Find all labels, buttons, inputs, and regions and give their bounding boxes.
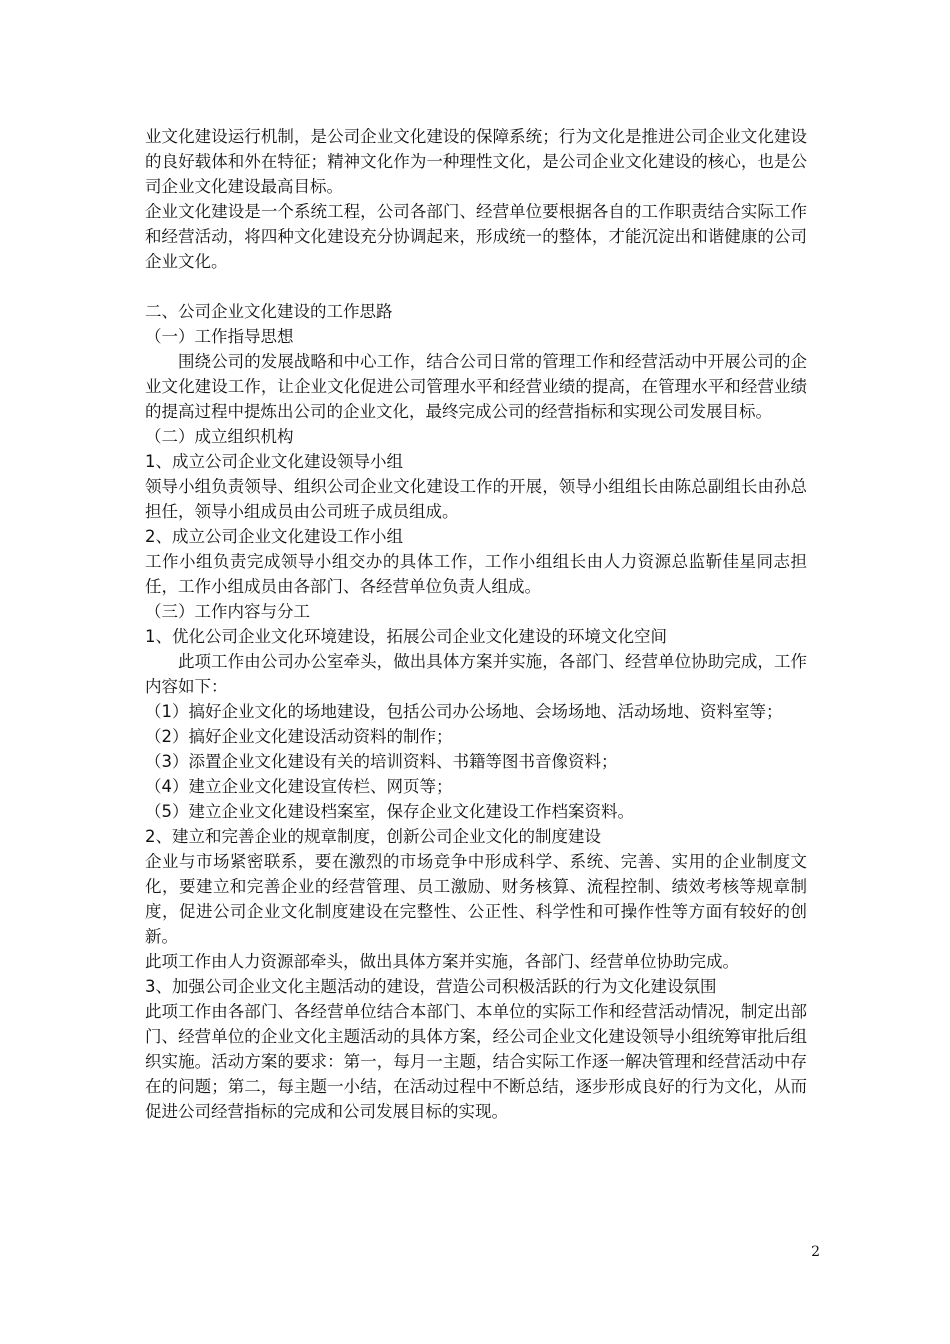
paragraph: 此项工作由各部门、各经营单位结合本部门、本单位的实际工作和经营活动情况，制定出部门、经营单位的企业文化主题活动的具体方案，经公司企业文化建设领导小组统筹审批后组织实施。活动方案的要求：第一，每月一主题，结合实际工作逐一解决管理和经营活动中存在的问题；第二，每主题一小结，在活动过程中不断总结，逐步形成良好的行为文化，从而促进公司经营指标的完成和公司发展目标的实现。: [145, 1002, 807, 1121]
paragraph: 企业文化建设是一个系统工程，公司各部门、经营单位要根据各自的工作职责结合实际工作和经营活动，将四种文化建设充分协调起来，形成统一的整体，才能沉淀出和谐健康的公司企业文化。: [145, 202, 807, 271]
paragraph: 工作小组负责完成领导小组交办的具体工作，工作小组组长由人力资源总监靳佳星同志担任，工作小组成员由各部门、各经营单位负责人组成。: [145, 552, 807, 596]
subsection-heading: （三）工作内容与分工: [145, 602, 310, 621]
paragraph: 企业与市场紧密联系，要在激烈的市场竞争中形成科学、系统、完善、实用的企业制度文化，要建立和完善企业的经营管理、员工激励、财务核算、流程控制、绩效考核等规章制度，促进公司企业文化制度建设在完整性、公正性、科学性和可操作性等方面有较好的创新。: [145, 852, 807, 946]
paragraph: 此项工作由公司办公室牵头，做出具体方案并实施，各部门、经营单位协助完成，工作内容如下：: [145, 652, 807, 696]
item-heading: 2、成立公司企业文化建设工作小组: [145, 527, 403, 546]
item-heading: 1、成立公司企业文化建设领导小组: [145, 452, 403, 471]
item-heading: 1、优化公司企业文化环境建设，拓展公司企业文化建设的环境文化空间: [145, 627, 667, 646]
list-item: （1）搞好企业文化的场地建设，包括公司办公场地、会场场地、活动场地、资料室等；: [145, 702, 783, 721]
list-item: （5）建立企业文化建设档案室，保存企业文化建设工作档案资料。: [145, 802, 634, 821]
item-heading: 2、建立和完善企业的规章制度，创新公司企业文化的制度建设: [145, 827, 601, 846]
paragraph: 业文化建设运行机制，是公司企业文化建设的保障系统；行为文化是推进公司企业文化建设的良好载体和外在特征；精神文化作为一种理性文化，是公司企业文化建设的核心，也是公司企业文化建设最高目标。: [145, 127, 807, 196]
paragraph: 此项工作由人力资源部牵头，做出具体方案并实施，各部门、经营单位协助完成。: [145, 952, 739, 971]
blank-line: [145, 274, 807, 299]
paragraph: 领导小组负责领导、组织公司企业文化建设工作的开展，领导小组组长由陈总副组长由孙总担任，领导小组成员由公司班子成员组成。: [145, 477, 807, 521]
list-item: （4）建立企业文化建设宣传栏、网页等；: [145, 777, 453, 796]
list-item: （3）添置企业文化建设有关的培训资料、书籍等图书音像资料；: [145, 752, 618, 771]
subsection-heading: （二）成立组织机构: [145, 427, 294, 446]
subsection-heading: （一）工作指导思想: [145, 327, 294, 346]
paragraph: 围绕公司的发展战略和中心工作，结合公司日常的管理工作和经营活动中开展公司的企业文化建设工作，让企业文化促进公司管理水平和经营业绩的提高，在管理水平和经营业绩的提高过程中提炼出公司的企业文化，最终完成公司的经营指标和实现公司发展目标。: [145, 352, 807, 421]
document-body: [145, 124, 807, 1124]
item-heading: 3、加强公司企业文化主题活动的建设，营造公司积极活跃的行为文化建设氛围: [145, 977, 717, 996]
list-item: （2）搞好企业文化建设活动资料的制作；: [145, 727, 453, 746]
section-heading: 二、公司企业文化建设的工作思路: [145, 302, 393, 321]
page-number: 2: [811, 1244, 820, 1260]
